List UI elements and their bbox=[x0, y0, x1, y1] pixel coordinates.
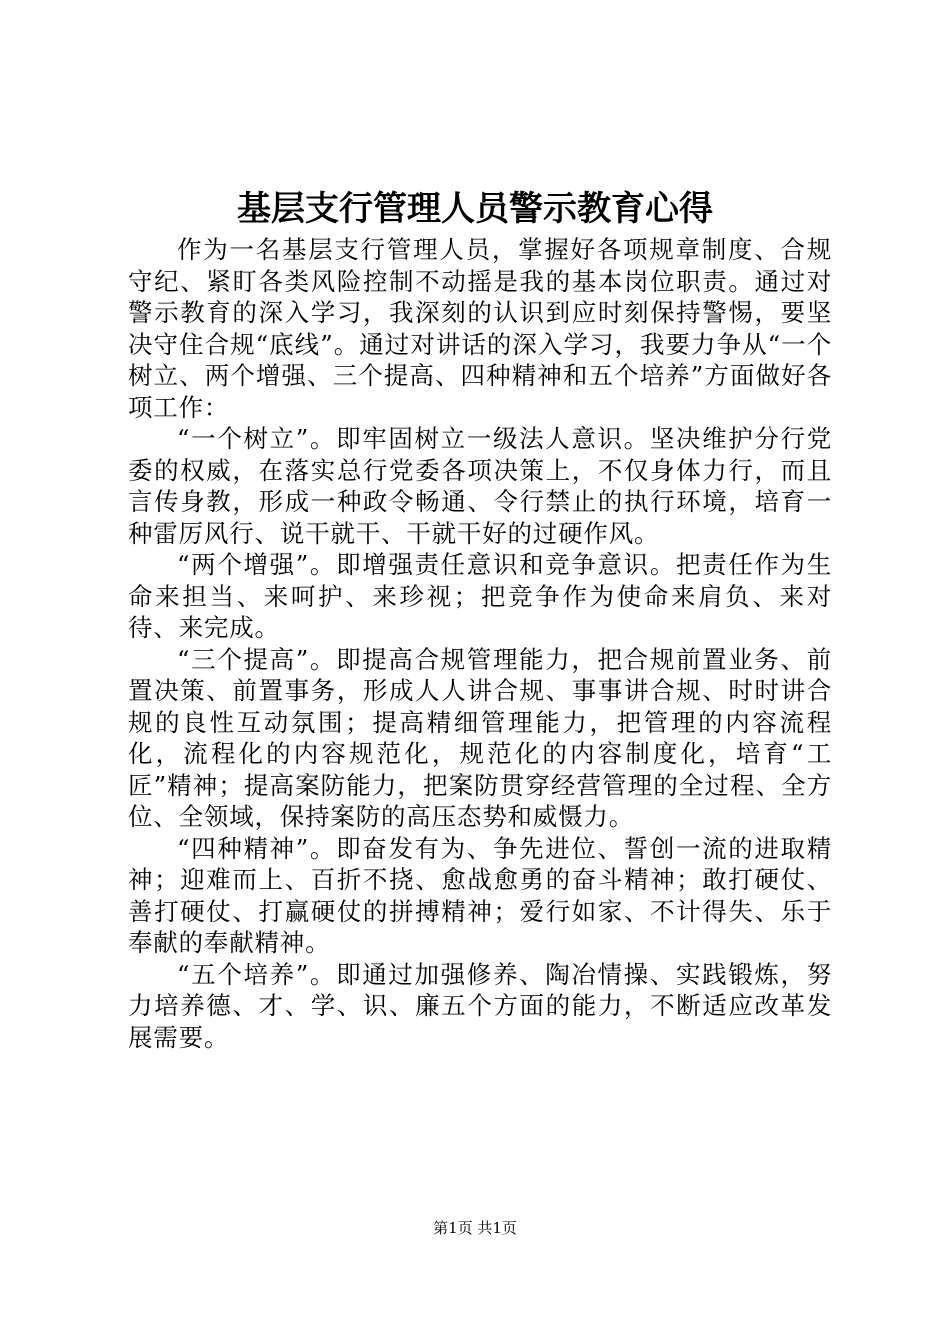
paragraph-three-improve: “三个提高”。即提高合规管理能力，把合规前置业务、前置决策、前置事务，形成人人讲合规、事事讲合规、时时讲合规的良性互动氛围；提高精细管理能力，把管理的内容流程化，流程化的内容规范化，规范化的内容制度化，培育“工匠”精神；提高案防能力，把案防贯穿经营管理的全过程、全方位、全领域，保持案防的高压态势和威慑力。 bbox=[128, 644, 833, 831]
paragraph-two-strengthen: “两个增强”。即增强责任意识和竞争意识。把责任作为生命来担当、来呵护、来珍视；把竞争作为使命来肩负、来对待、来完成。 bbox=[128, 550, 832, 642]
paragraph-intro: 作为一名基层支行管理人员，掌握好各项规章制度、合规守纪、紧盯各类风险控制不动摇是我的基本岗位职责。通过对警示教育的深入学习，我深刻的认识到应时刻保持警惕，要坚决守住合规“底线”。通过对讲话的深入学习，我要力争从“一个树立、两个增强、三个提高、四种精神和五个培养”方面做好各项工作： bbox=[128, 235, 832, 422]
paragraph-one-establish: “一个树立”。即牢固树立一级法人意识。坚决维护分行党委的权威，在落实总行党委各项决策上，不仅身体力行，而且言传身教，形成一种政令畅通、令行禁止的执行环境，培育一种雷厉风行、说干就干、干就干好的过硬作风。 bbox=[128, 424, 832, 548]
document-body bbox=[128, 234, 832, 1053]
page-footer: 第1页 共1页 bbox=[433, 1219, 517, 1237]
document-title: 基层支行管理人员警示教育心得 bbox=[237, 189, 713, 229]
paragraph-four-spirits: “四种精神”。即奋发有为、争先进位、誓创一流的进取精神；迎难而上、百折不挠、愈战愈勇的奋斗精神；敢打硬仗、善打硬仗、打赢硬仗的拼搏精神；爱行如家、不计得失、乐于奉献的奉献精神。 bbox=[128, 833, 832, 957]
paragraph-five-cultivate: “五个培养”。即通过加强修养、陶冶情操、实践锻炼，努力培养德、才、学、识、廉五个方面的能力，不断适应改革发展需要。 bbox=[128, 959, 832, 1052]
